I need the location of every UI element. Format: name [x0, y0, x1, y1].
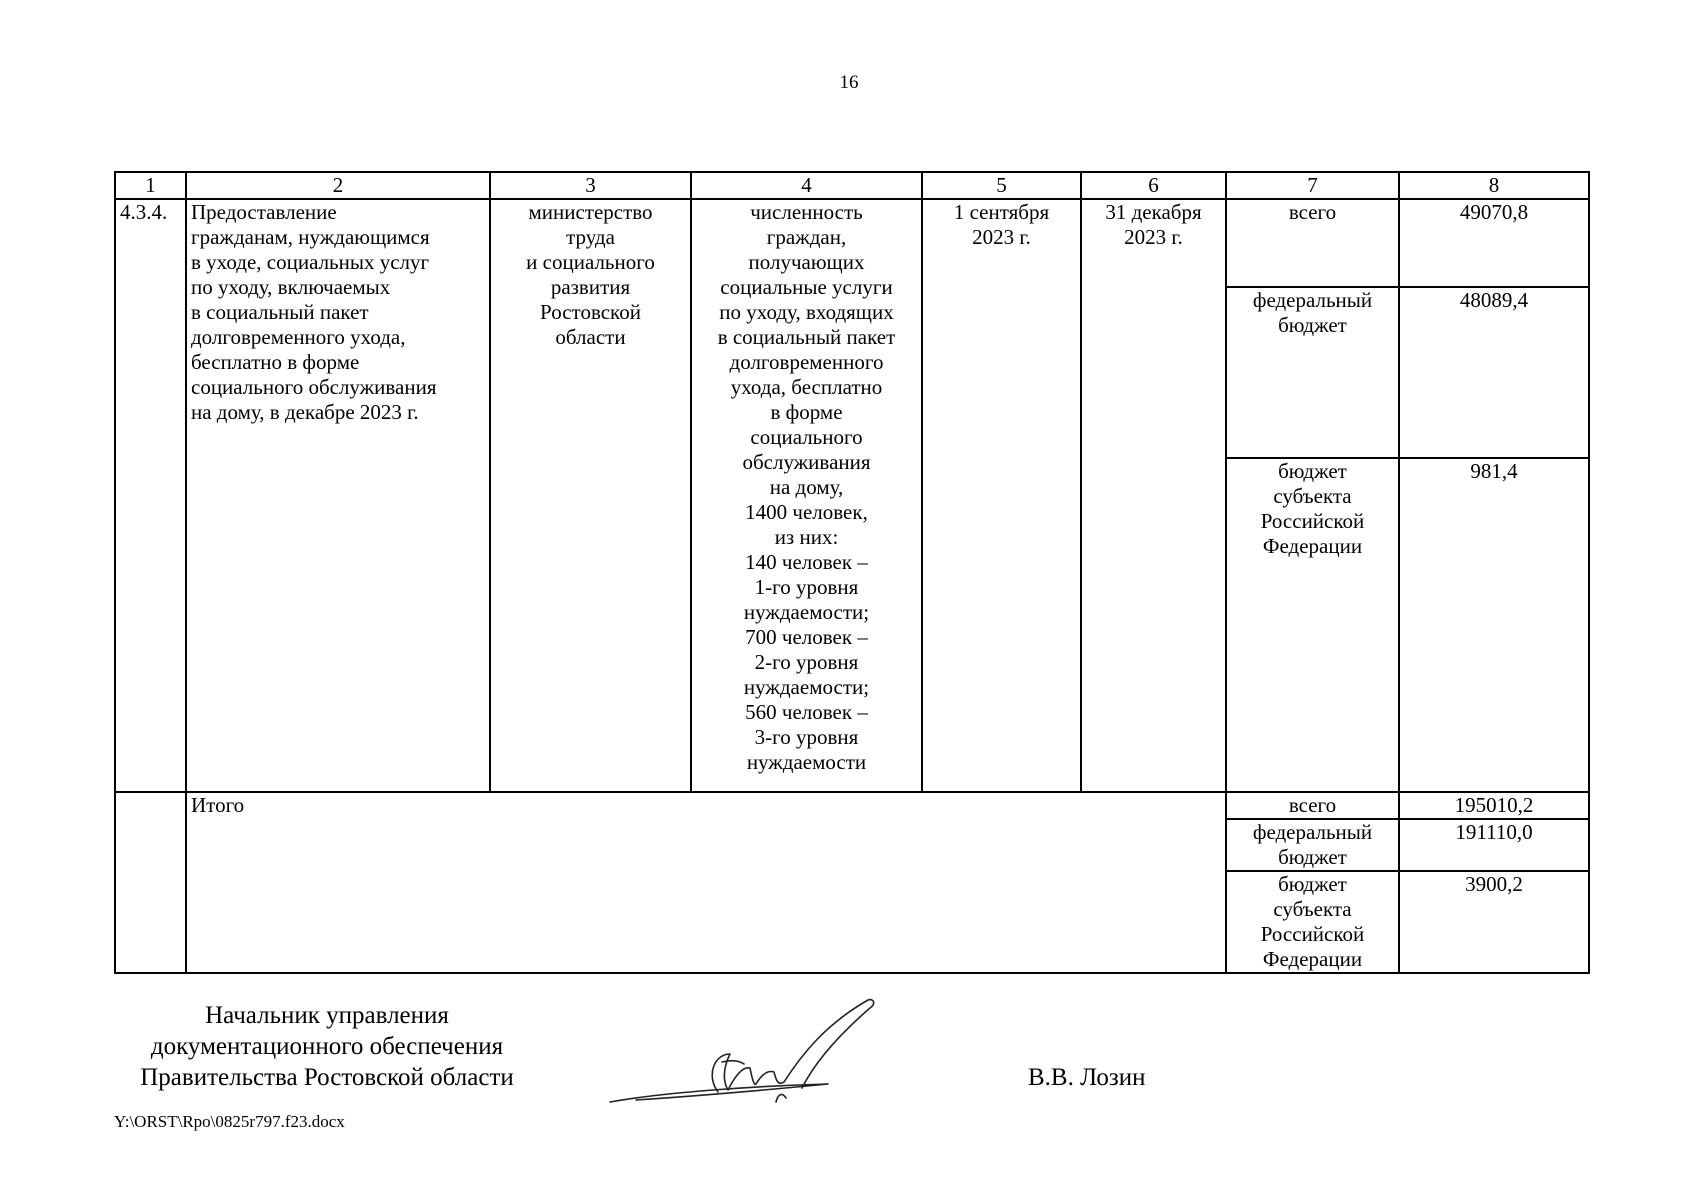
item-indicator: численность граждан, получающих социальные услуги по уходу, входящих в социальный пакет долговременного ухода, бесплатно в форме социального обслуживания на дому, 1400 человек, из них: 140 человек – 1-го уровня нуждаемости; 700 человек – 2-го уровня нуждаемости; 560 человек – 3-го уровня нуждаемости	[691, 199, 922, 792]
item-executor: министерство труда и социального развития Ростовской области	[490, 199, 691, 792]
column-number: 6	[1081, 172, 1226, 199]
table-row	[115, 199, 1589, 287]
total-row	[115, 792, 1589, 819]
funding-amount: 49070,8	[1399, 199, 1589, 287]
funding-amount: 48089,4	[1399, 287, 1589, 457]
item-number: 4.3.4.	[115, 199, 186, 792]
column-number: 4	[691, 172, 922, 199]
item-name: Предоставление гражданам, нуждающимся в уходе, социальных услуг по уходу, включаемых в социальный пакет долговременного ухода, бесплатно в форме социального обслуживания на дому, в декабре 2023 г.	[186, 199, 490, 792]
funding-source: федеральный бюджет	[1226, 819, 1399, 871]
funding-source: бюджет субъекта Российской Федерации	[1226, 458, 1399, 792]
funding-amount: 981,4	[1399, 458, 1589, 792]
funding-source: всего	[1226, 199, 1399, 287]
funding-amount: 191110,0	[1399, 819, 1589, 871]
total-number-cell	[115, 792, 186, 973]
column-number: 7	[1226, 172, 1399, 199]
column-number: 1	[115, 172, 186, 199]
funding-source: всего	[1226, 792, 1399, 819]
funding-source: федеральный бюджет	[1226, 287, 1399, 457]
item-start-date: 1 сентября 2023 г.	[922, 199, 1081, 792]
item-end-date: 31 декабря 2023 г.	[1081, 199, 1226, 792]
file-path: Y:\ORST\Rpo\0825r797.f23.docx	[114, 1112, 345, 1131]
funding-amount: 195010,2	[1399, 792, 1589, 819]
total-label: Итого	[186, 792, 1226, 973]
column-number: 5	[922, 172, 1081, 199]
program-table	[114, 171, 1590, 974]
column-number: 8	[1399, 172, 1589, 199]
signatory-title: Начальник управления документационного обеспечения Правительства Ростовской области	[140, 1002, 514, 1091]
column-number: 2	[186, 172, 490, 199]
column-numbers-row	[115, 172, 1589, 199]
page-number: 16	[839, 72, 859, 93]
handwritten-signature	[606, 994, 896, 1114]
signatory-name: В.В. Лозин	[1028, 1064, 1146, 1091]
column-number: 3	[490, 172, 691, 199]
funding-source: бюджет субъекта Российской Федерации	[1226, 871, 1399, 973]
funding-amount: 3900,2	[1399, 871, 1589, 973]
